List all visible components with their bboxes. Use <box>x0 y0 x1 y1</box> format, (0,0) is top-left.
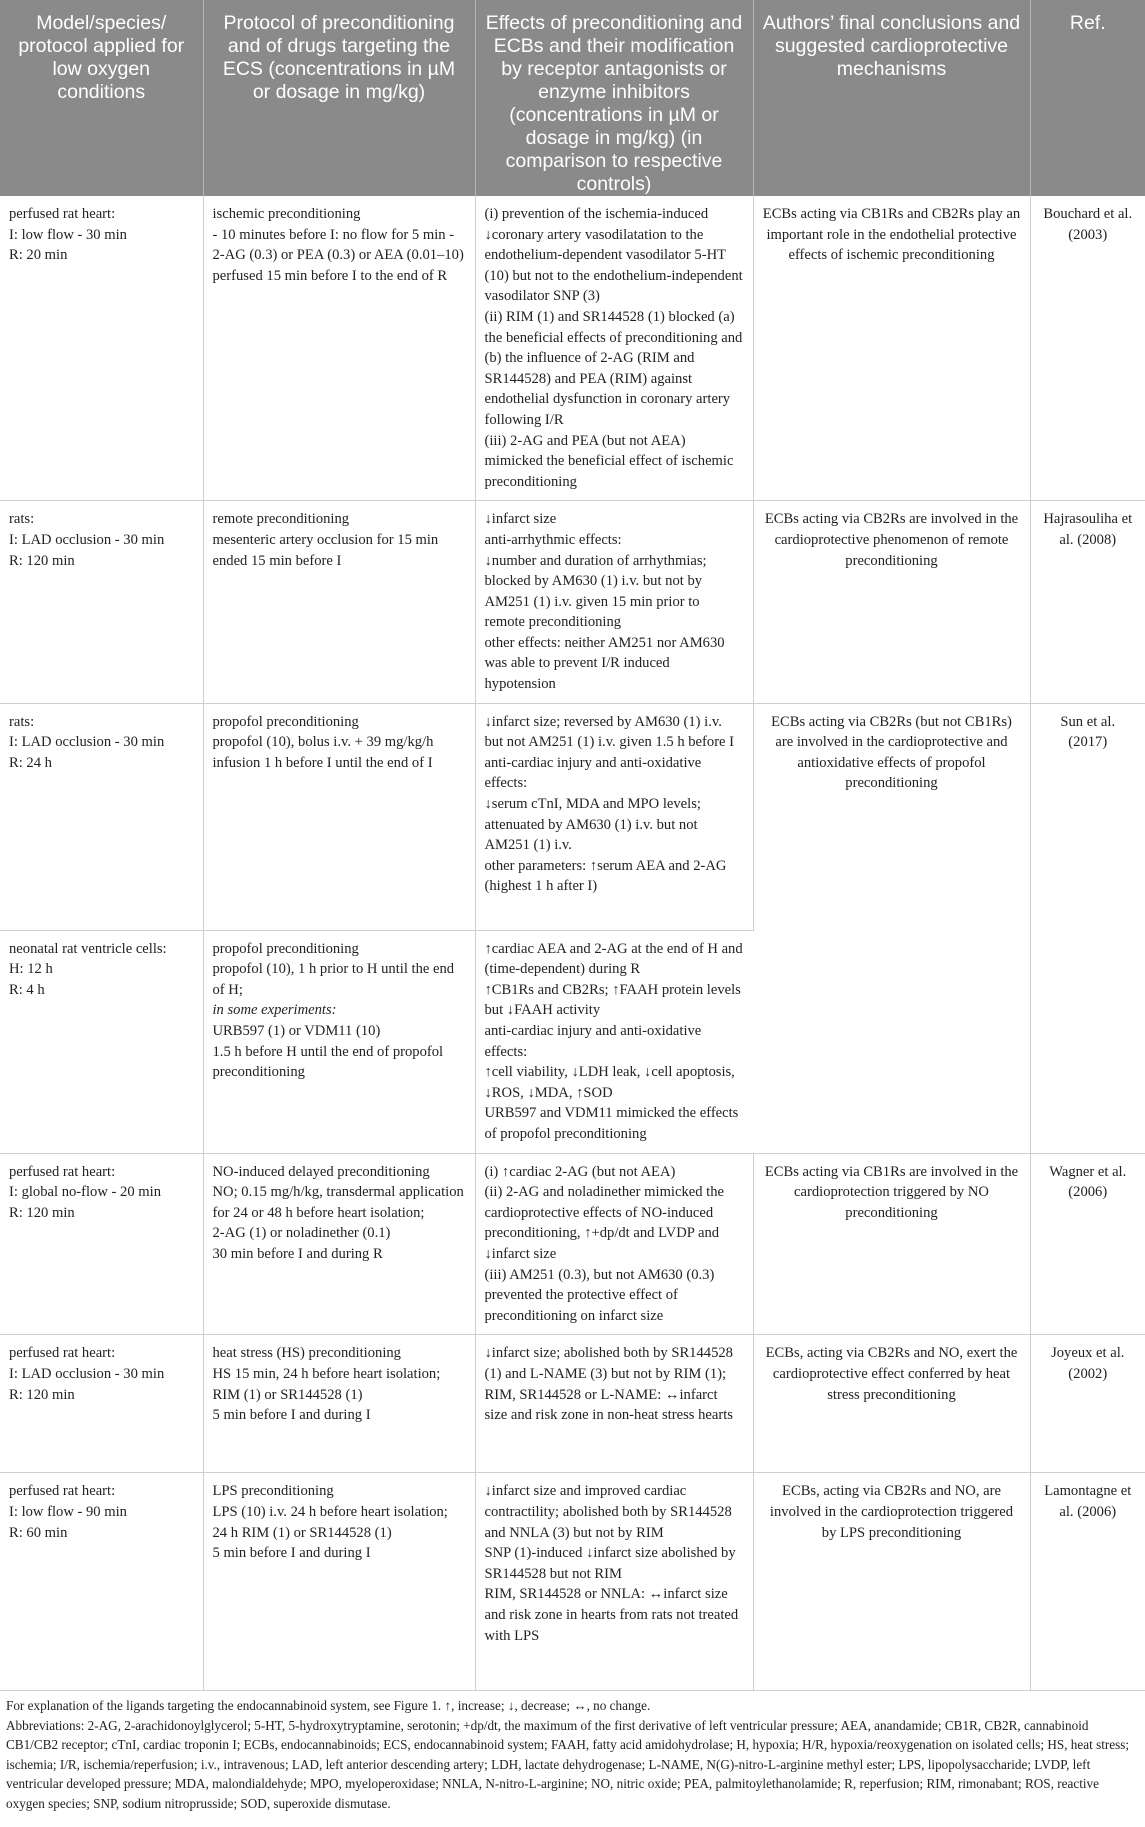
table-footnotes <box>0 1691 1145 1813</box>
cell-line: anti-cardiac injury and anti-oxidative effects: <box>484 754 702 792</box>
cell-line: ischemic preconditioning <box>212 206 361 222</box>
cell-line: R: 120 min <box>9 1386 75 1403</box>
cell-effects <box>475 1473 753 1691</box>
cell-conclusion: ECBs, acting via CB2Rs and NO, exert the cardioprotective effect conferred by heat stress preconditioning <box>753 1335 1030 1473</box>
cell-line: I: low flow - 30 min <box>9 226 127 243</box>
header-row <box>0 0 1145 196</box>
header-effects: Effects of preconditioning and ECBs and their modification by receptor antagonists or enzyme inhibitors (concentrations in µM or dosage in mg/kg) (in comparison to respective controls) <box>475 0 753 196</box>
cell-line: perfused rat heart: <box>9 206 116 222</box>
cell-effects <box>475 703 753 930</box>
cell-model <box>0 196 203 501</box>
cell-ref: Sun et al. (2017) <box>1030 703 1145 1153</box>
table-body <box>0 196 1145 1691</box>
cell-line: LPS (10) i.v. 24 h before heart isolation; <box>212 1503 448 1520</box>
table-row <box>0 1153 1145 1335</box>
cell-line: rats: <box>9 511 35 528</box>
cell-line: URB597 (1) or VDM11 (10) <box>212 1023 381 1040</box>
cell-line: perfused rat heart: <box>9 1483 116 1500</box>
cell-conclusion: ECBs acting via CB2Rs (but not CB1Rs) are involved in the cardioprotective and antioxidative effects of propofol preconditioning <box>753 703 1030 1153</box>
cell-line: ↓infarct size <box>484 511 557 528</box>
cell-conclusion: ECBs, acting via CB2Rs and NO, are involved in the cardioprotection triggered by LPS preconditioning <box>753 1473 1030 1691</box>
header-model: Model/species/ protocol applied for low oxygen conditions <box>0 0 203 196</box>
cell-effects <box>475 501 753 703</box>
cell-protocol <box>203 930 475 1153</box>
header-protocol: Protocol of preconditioning and of drugs targeting the ECS (concentrations in µM or dosage in mg/kg) <box>203 0 475 196</box>
cell-line: ↓infarct size and improved cardiac contractility; abolished both by SR144528 and NNLA (3) but not by RIM <box>484 1483 732 1541</box>
cell-line: 24 h RIM (1) or SR144528 (1) <box>212 1524 392 1541</box>
cell-protocol <box>203 196 475 501</box>
cell-line: RIM (1) or SR144528 (1) <box>212 1386 363 1403</box>
cell-line: heat stress (HS) preconditioning <box>212 1345 401 1362</box>
cell-line: 2-AG (1) or noladinether (0.1) <box>212 1225 391 1242</box>
cell-line: ↓number and duration of arrhythmias; blocked by AM630 (1) i.v. but not by AM251 (1) i.v. given 15 min prior to remote preconditioning <box>484 552 707 631</box>
cell-line: ↑CB1Rs and CB2Rs; ↑FAAH protein levels but ↓FAAH activity <box>484 981 741 1019</box>
cell-line: ↑cardiac AEA and 2-AG at the end of H and (time-dependent) during R <box>484 940 743 978</box>
cell-line: propofol (10), bolus i.v. + 39 mg/kg/h infusion 1 h before I until the end of I <box>212 734 434 771</box>
cell-effects <box>475 196 753 501</box>
cell-line: (i) prevention of the ischemia-induced ↓coronary artery vasodilatation to the endothelium-dependent vasodilator 5-HT (10) but not to the endothelium-independent vasodilator SNP (3) <box>484 206 743 305</box>
cell-model <box>0 703 203 930</box>
cell-conclusion: ECBs acting via CB1Rs and CB2Rs play an important role in the endothelial protective effects of ischemic preconditioning <box>753 196 1030 501</box>
cell-line: 5 min before I and during I <box>212 1407 371 1424</box>
footnote-abbreviations: Abbreviations: 2-AG, 2-arachidonoylglycerol; 5-HT, 5-hydroxytryptamine, serotonin; +dp/dt, the maximum of the first derivative of left ventricular pressure; AEA, anandamide; CB1R, CB2R, cannabinoid CB1/CB2 receptor; cTnI, cardiac troponin I; ECBs, endocannabinoids; ECS, endocannabinoid system; FAAH, fatty acid amidohydrolase; H, hypoxia; H/R, hypoxia/reoxygenation on isolated cells; HS, heat stress; ischemia; I/R, ischemia/reperfusion; i.v., intravenous; LAD, left anterior descending artery; LDH, lactate dehydrogenase; L-NAME, N(G)-nitro-L-arginine methyl ester; LPS, lipopolysaccharide; LVDP, left ventricular developed pressure; MDA, malondialdehyde; MPO, myeloperoxidase; NNLA, N-nitro-L-arginine; NO, nitric oxide; PEA, palmitoylethanolamide; R, reperfusion; RIM, rimonabant; ROS, reactive oxygen species; SNP, sodium nitroprusside; SOD, superoxide dismutase. <box>6 1717 1130 1811</box>
table-row <box>0 1335 1145 1473</box>
cell-line: URB597 and VDM11 mimicked the effects of propofol preconditioning <box>484 1105 739 1142</box>
cell-line: ↓infarct size; abolished both by SR144528 (1) and L-NAME (3) but not by RIM (1); <box>484 1345 733 1382</box>
cell-line: R: 20 min <box>9 247 68 264</box>
cell-conclusion: ECBs acting via CB1Rs are involved in the cardioprotection triggered by NO preconditioning <box>753 1153 1030 1335</box>
cell-line: - 10 minutes before I: no flow for 5 min - 2-AG (0.3) or PEA (0.3) or AEA (0.01–10) perfused 15 min before I to the end of R <box>212 226 464 284</box>
cell-model <box>0 501 203 703</box>
cell-line: 5 min before I and during I <box>212 1545 371 1562</box>
cell-line: R: 60 min <box>9 1524 68 1541</box>
cell-line: 1.5 h before H until the end of propofol preconditioning <box>212 1043 444 1081</box>
cell-line: R: 24 h <box>9 754 52 771</box>
cell-line: (iii) 2-AG and PEA (but not AEA) mimicked the beneficial effect of ischemic preconditioning <box>484 432 734 490</box>
cell-ref: Hajrasouliha et al. (2008) <box>1030 501 1145 703</box>
cell-ref: Joyeux et al. (2002) <box>1030 1335 1145 1473</box>
cell-protocol <box>203 1153 475 1335</box>
cell-model <box>0 930 203 1153</box>
cell-line: propofol preconditioning <box>212 713 359 730</box>
cell-line: I: low flow - 90 min <box>9 1503 127 1520</box>
cell-protocol <box>203 1335 475 1473</box>
cell-line: rats: <box>9 713 35 730</box>
cell-line: SNP (1)-induced ↓infarct size abolished by SR144528 but not RIM <box>484 1545 736 1582</box>
table-row <box>0 703 1145 930</box>
footnote-legend: For explanation of the ligands targeting the endocannabinoid system, see Figure 1. ↑, increase; ↓, decrease; ↔, no change. <box>6 1698 651 1714</box>
table-row <box>0 1473 1145 1691</box>
cell-line: in some experiments: <box>212 1002 337 1019</box>
cell-line: I: LAD occlusion - 30 min <box>9 734 165 751</box>
cell-line: RIM, SR144528 or NNLA: ↔infarct size and risk zone in hearts from rats not treated with LPS <box>484 1586 739 1644</box>
cell-line: anti-cardiac injury and anti-oxidative effects: <box>484 1023 702 1060</box>
cell-line: 30 min before I and during R <box>212 1245 383 1262</box>
cell-conclusion: ECBs acting via CB2Rs are involved in the cardioprotective phenomenon of remote preconditioning <box>753 501 1030 703</box>
cell-line: other parameters: ↑serum AEA and 2-AG (highest 1 h after I) <box>484 857 727 895</box>
cell-ref: Wagner et al. (2006) <box>1030 1153 1145 1335</box>
cell-line: mesenteric artery occlusion for 15 min ended 15 min before I <box>212 531 439 569</box>
cell-line: (ii) RIM (1) and SR144528 (1) blocked (a) the beneficial effects of preconditioning and (b) the influence of 2-AG (RIM and SR144528) and PEA (RIM) against endothelial dysfunction in coronary artery following I/R <box>484 308 743 428</box>
cell-line: (ii) 2-AG and noladinether mimicked the cardioprotective effects of NO-induced preconditioning, ↑+dp/dt and LVDP and ↓infarct size <box>484 1184 725 1262</box>
cell-effects <box>475 1153 753 1335</box>
cell-line: neonatal rat ventricle cells: <box>9 940 167 957</box>
cell-line: propofol (10), 1 h prior to H until the end of H; <box>212 961 455 998</box>
cell-effects <box>475 1335 753 1473</box>
cell-model <box>0 1153 203 1335</box>
cell-line: HS 15 min, 24 h before heart isolation; <box>212 1365 441 1382</box>
cell-effects <box>475 930 753 1153</box>
cell-model <box>0 1335 203 1473</box>
cell-line: (iii) AM251 (0.3), but not AM630 (0.3) prevented the protective effect of preconditioning on infarct size <box>484 1266 715 1324</box>
cell-line: perfused rat heart: <box>9 1163 116 1180</box>
cell-line: anti-arrhythmic effects: <box>484 531 622 548</box>
table-row <box>0 196 1145 501</box>
header-conclusions: Authors’ final conclusions and suggested cardioprotective mechanisms <box>753 0 1030 196</box>
header-ref: Ref. <box>1030 0 1145 196</box>
cell-line: R: 4 h <box>9 981 45 998</box>
cell-line: RIM, SR144528 or L-NAME: ↔infarct size and risk zone in non-heat stress hearts <box>484 1386 733 1424</box>
cell-line: I: global no-flow - 20 min <box>9 1184 161 1201</box>
cell-line: (i) ↑cardiac 2-AG (but not AEA) <box>484 1163 676 1180</box>
cell-line: perfused rat heart: <box>9 1345 116 1362</box>
cell-line: ↓infarct size; reversed by AM630 (1) i.v. but not AM251 (1) i.v. given 1.5 h before I <box>484 713 735 751</box>
cell-line: ↑cell viability, ↓LDH leak, ↓cell apoptosis, ↓ROS, ↓MDA, ↑SOD <box>484 1064 735 1101</box>
cell-line: LPS preconditioning <box>212 1483 334 1500</box>
cell-line: NO-induced delayed preconditioning <box>212 1163 430 1180</box>
cell-line: I: LAD occlusion - 30 min <box>9 531 165 548</box>
cell-line: NO; 0.15 mg/h/kg, transdermal application for 24 or 48 h before heart isolation; <box>212 1184 464 1221</box>
cell-line: ↓serum cTnI, MDA and MPO levels; attenuated by AM630 (1) i.v. but not AM251 (1) i.v. <box>484 796 701 854</box>
table-header <box>0 0 1145 196</box>
cell-line: propofol preconditioning <box>212 940 359 957</box>
cell-line: R: 120 min <box>9 552 75 569</box>
cell-model <box>0 1473 203 1691</box>
cell-ref: Lamontagne et al. (2006) <box>1030 1473 1145 1691</box>
table-row <box>0 501 1145 703</box>
cell-protocol <box>203 1473 475 1691</box>
cell-line: I: LAD occlusion - 30 min <box>9 1365 165 1382</box>
cell-line: R: 120 min <box>9 1204 75 1221</box>
cell-protocol <box>203 703 475 930</box>
cell-line: H: 12 h <box>9 961 53 978</box>
cell-line: remote preconditioning <box>212 511 350 528</box>
cell-line: other effects: neither AM251 nor AM630 was able to prevent I/R induced hypotension <box>484 634 725 693</box>
cell-protocol <box>203 501 475 703</box>
cell-ref: Bouchard et al. (2003) <box>1030 196 1145 501</box>
